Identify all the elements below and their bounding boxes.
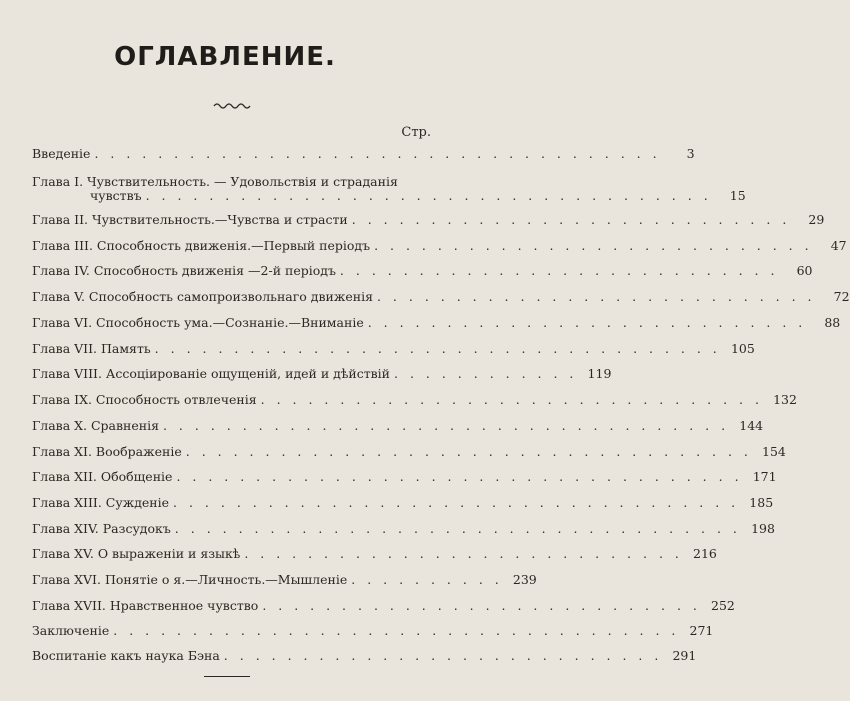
toc-entry	[32, 546, 717, 562]
leader-dots: . . . . . . . . . . . . . . . . . . . . . . . . . . . . . . . . . . . .	[113, 623, 680, 638]
toc-entry-label: Глава XI. Воображеніе	[32, 444, 182, 459]
toc-entry	[32, 238, 847, 254]
toc-entry-label: Глава IX. Способность отвлеченія	[32, 392, 257, 407]
leader-dots: . . . . . . . . . . . . . . . . . . . . . . . . . . . .	[351, 212, 791, 227]
toc-entry-label: Заключеніе	[32, 623, 110, 638]
leader-dots: . . . . . . . . . . . . . . . . . . . . . . . . . . . . . . . . . . . .	[94, 146, 661, 161]
leader-dots: . . . . . . . . . . . . . . . . . . . . . . . . . . . .	[374, 238, 813, 253]
toc-entry	[32, 444, 786, 460]
toc-entry-label: Глава I. Чувствительность. — Удовольствія и страданія	[32, 174, 398, 189]
toc-entry-label: Глава V. Способность самопроизвольнаго движенія	[32, 289, 373, 304]
leader-dots: . . . . . . . . . . . . . . . . . . . . . . . . . . . . . . . . . . . .	[162, 418, 730, 433]
leader-dots: . . . . . . . . . . . . . . . . . . . . . . . . . . . . . . . . . . . .	[174, 521, 741, 536]
toc-entry-page: 132	[773, 392, 797, 407]
toc-entry-page: 291	[672, 648, 697, 663]
toc-entry-label: Глава XII. Обобщеніе	[32, 469, 173, 484]
toc-entry	[32, 341, 755, 357]
toc-entry-label: Глава XVII. Нравственное чувство	[32, 598, 259, 613]
toc-entry-page: 171	[752, 469, 777, 484]
toc-entry-page: 239	[512, 572, 537, 587]
toc-entry-page: 252	[711, 598, 735, 613]
toc-entry-page: 15	[729, 188, 746, 203]
toc-entry	[32, 392, 797, 408]
toc-entry	[32, 521, 775, 537]
leader-dots: . . . . . . . . . . . . . . . . . . . . . . . . . . . .	[262, 598, 701, 613]
toc-entry-label: Глава VI. Способность ума.—Сознаніе.—Вниманіе	[32, 315, 364, 330]
toc-entry-label: Глава XVI. Понятіе о я.—Личность.—Мышленіе	[32, 572, 348, 587]
leader-dots: . . . . . . . . . . . . . . . . . . . . . . . . . . . . . . . . . . . .	[145, 188, 712, 203]
toc-entry	[32, 366, 612, 382]
toc-entry	[32, 648, 697, 664]
toc-entry	[32, 572, 537, 588]
toc-entry-label: Глава XV. О выраженіи и языкѣ	[32, 546, 241, 561]
toc-entry-label: Глава XIII. Сужденіе	[32, 495, 170, 510]
page-title: ОГЛАВЛЕНИЕ.	[114, 42, 336, 72]
leader-dots: . . . . . . . . . . . . . . . . . . . . . . . . . . . .	[367, 315, 807, 330]
leader-dots: . . . . . . . . . . . . . . . . . . . . . . . . . . . .	[244, 546, 683, 561]
toc-entry-page: 144	[739, 418, 764, 433]
toc-entry	[32, 598, 735, 614]
leader-dots: . . . . . . . . . . . . . . . . . . . . . . . . . . . . . . . . . . . .	[185, 444, 752, 459]
toc-entry-label: Воспитаніе какъ наука Бэна	[32, 648, 220, 663]
bottom-divider	[204, 676, 250, 677]
toc-entry-page: 198	[751, 521, 775, 536]
leader-dots: . . . . . . . . . . . . . . . . . . . . . . . . . . . .	[223, 648, 663, 663]
toc-entry	[32, 289, 850, 305]
leader-dots: . . . . . . . . . . . . . . . . . . . . . . . . . . . .	[339, 263, 779, 278]
toc-entry	[32, 212, 825, 228]
toc-entry-label: чувствъ	[90, 188, 142, 203]
toc-entry	[32, 418, 764, 434]
toc-entry-page: 105	[730, 341, 755, 356]
toc-entry-label: Глава X. Сравненія	[32, 418, 159, 433]
toc-entry-label: Глава VII. Память	[32, 341, 151, 356]
leader-dots: . . . . . . . . . . . .	[394, 366, 578, 381]
toc-entry-page: 3	[686, 146, 695, 161]
toc-entry-label: Глава II. Чувствительность.—Чувства и страсти	[32, 212, 348, 227]
toc-entry	[32, 623, 714, 639]
toc-entry-label: Глава III. Способность движенія.—Первый періодъ	[32, 238, 371, 253]
leader-dots: . . . . . . . . . . . . . . . . . . . . . . . . . . . . . . . .	[260, 392, 763, 407]
leader-dots: . . . . . . . . . . . . . . . . . . . . . . . . . . . . . . . . . . . .	[154, 341, 721, 356]
toc-entry-label: Глава XIV. Разсудокъ	[32, 521, 171, 536]
toc-entry-page: 47	[830, 238, 847, 253]
toc-entry-continuation	[32, 188, 746, 204]
toc-entry-page: 185	[749, 495, 774, 510]
leader-dots: . . . . . . . . . .	[351, 572, 503, 587]
toc-entry-page: 271	[689, 623, 714, 638]
toc-entry	[32, 146, 695, 162]
toc-entry-page: 29	[808, 212, 825, 227]
leader-dots: . . . . . . . . . . . . . . . . . . . . . . . . . . . . . . . . . . . .	[176, 469, 743, 484]
leader-dots: . . . . . . . . . . . . . . . . . . . . . . . . . . . .	[376, 289, 816, 304]
toc-entry-page: 88	[824, 315, 841, 330]
toc-entry	[32, 469, 777, 485]
table-of-contents	[32, 0, 850, 701]
toc-entry-page: 216	[693, 546, 717, 561]
toc-entry-page: 72	[833, 289, 850, 304]
page-column-header: Стр.	[401, 125, 431, 140]
toc-entry-page: 60	[796, 263, 813, 278]
toc-entry-label: Глава VIII. Ассоціированіе ощущеній, идей и дѣйствій	[32, 366, 391, 381]
toc-entry-label: Введеніе	[32, 146, 91, 161]
toc-entry-page: 154	[762, 444, 786, 459]
toc-entry	[32, 495, 774, 511]
toc-entry	[32, 315, 841, 331]
toc-entry	[32, 263, 813, 279]
leader-dots: . . . . . . . . . . . . . . . . . . . . . . . . . . . . . . . . . . . .	[173, 495, 740, 510]
toc-entry-label: Глава IV. Способность движенія —2-й періодъ	[32, 263, 336, 278]
toc-entry-page: 119	[587, 366, 612, 381]
